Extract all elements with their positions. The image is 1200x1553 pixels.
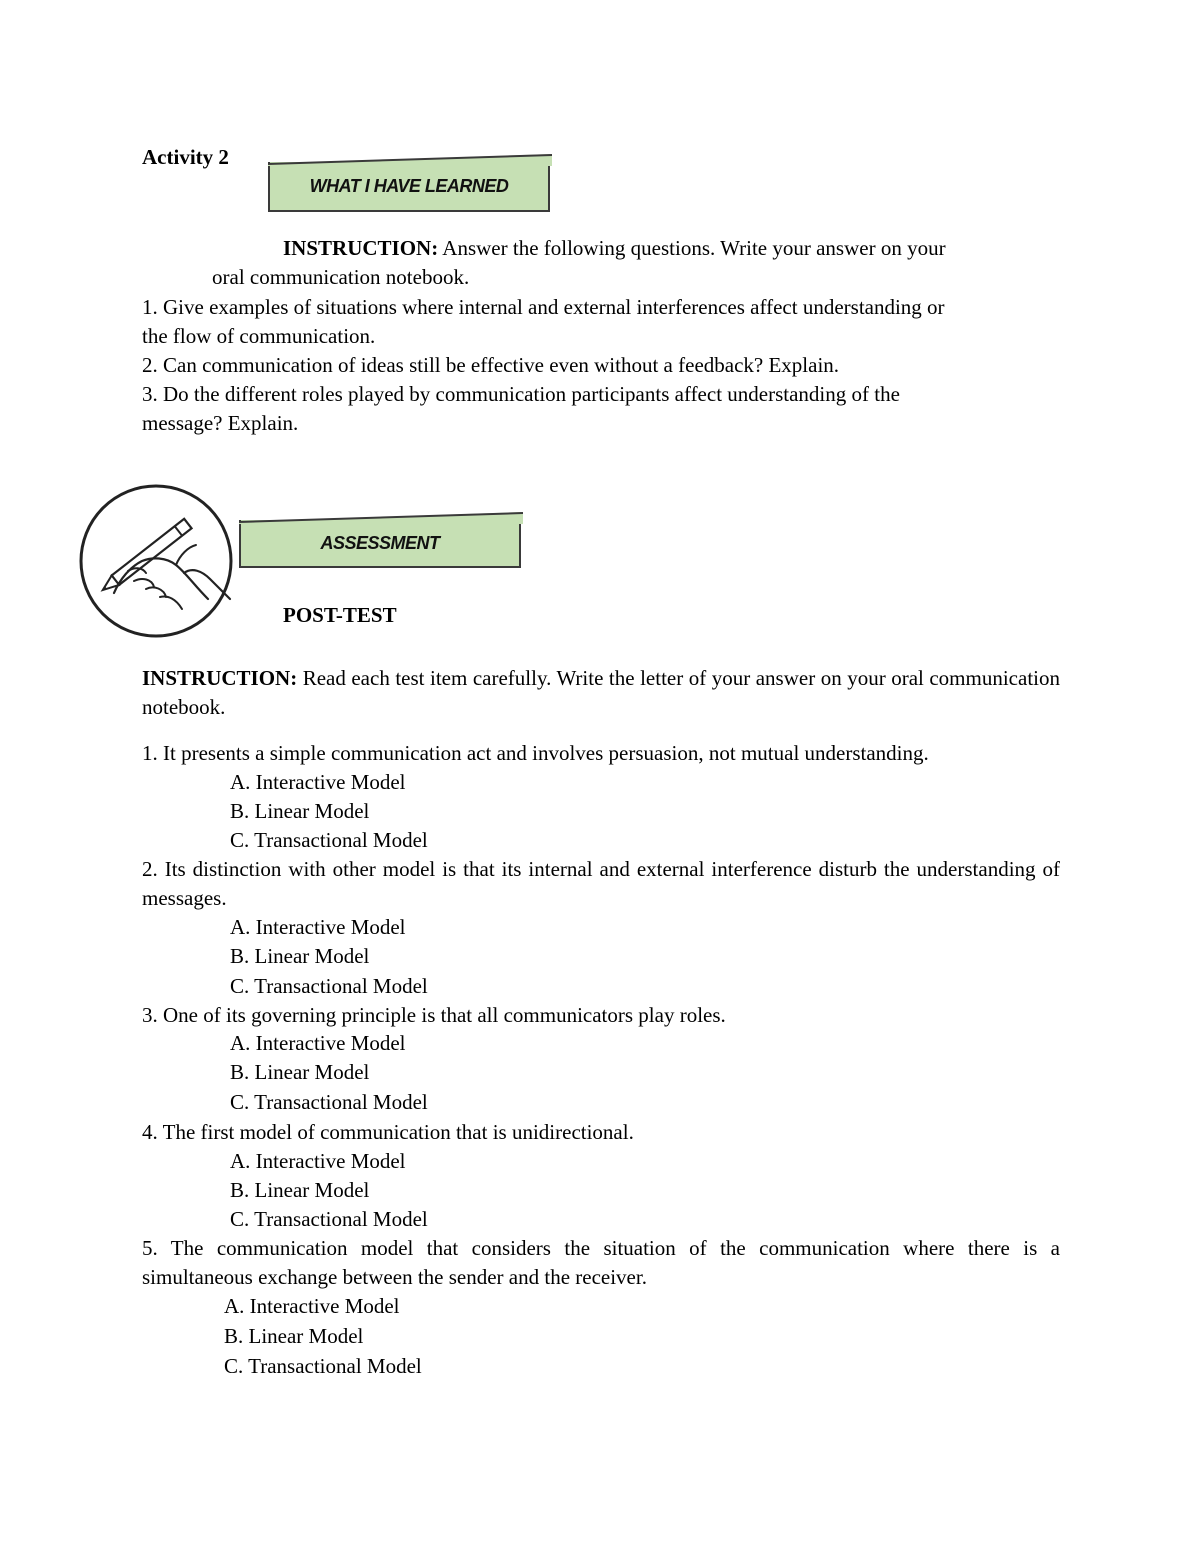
- assessment-banner: [239, 520, 521, 568]
- choice-2c: C. Transactional Model: [230, 974, 428, 998]
- choice-4a: A. Interactive Model: [230, 1149, 406, 1173]
- choice-2a: A. Interactive Model: [230, 915, 406, 939]
- post-test-title: POST-TEST: [283, 603, 397, 627]
- activity-question-line: 3. Do the different roles played by communication participants affect understanding of the: [142, 382, 900, 406]
- instruction-label: INSTRUCTION:: [142, 666, 298, 690]
- activity-instruction-line2: oral communication notebook.: [212, 265, 470, 289]
- question-1: 1. It presents a simple communication act and involves persuasion, not mutual understanding.: [142, 741, 929, 765]
- choice-5a: A. Interactive Model: [224, 1294, 400, 1318]
- choice-2b: B. Linear Model: [230, 944, 370, 968]
- banner-label: ASSESSMENT: [320, 532, 440, 553]
- question-3: 3. One of its governing principle is that all communicators play roles.: [142, 1003, 726, 1027]
- choice-3a: A. Interactive Model: [230, 1031, 406, 1055]
- activity-instruction: [283, 234, 946, 263]
- assessment-instruction: [142, 664, 1060, 722]
- question-5: 5. The communication model that considers the situation of the communication where there is a simultaneous exchange between the sender and the receiver.: [142, 1236, 1060, 1289]
- hand-writing-pencil-icon: [76, 481, 240, 641]
- choice-5b: B. Linear Model: [224, 1324, 364, 1348]
- choice-1a: A. Interactive Model: [230, 770, 406, 794]
- choice-5c: C. Transactional Model: [224, 1354, 422, 1378]
- instruction-label: INSTRUCTION:: [283, 236, 439, 260]
- question-2: 2. Its distinction with other model is that its internal and external interference disturb the understanding of messages.: [142, 857, 1060, 910]
- activity-title: Activity 2: [142, 145, 229, 169]
- question-4: 4. The first model of communication that is unidirectional.: [142, 1120, 634, 1144]
- activity-question-line: the flow of communication.: [142, 324, 376, 348]
- choice-1c: C. Transactional Model: [230, 828, 428, 852]
- activity-question-line: message? Explain.: [142, 411, 299, 435]
- choice-4c: C. Transactional Model: [230, 1207, 428, 1231]
- choice-3b: B. Linear Model: [230, 1060, 370, 1084]
- banner-label: WHAT I HAVE LEARNED: [309, 175, 509, 196]
- activity-question-line: 2. Can communication of ideas still be effective even without a feedback? Explain.: [142, 353, 840, 377]
- instruction-text: Answer the following questions. Write your answer on your: [438, 236, 946, 260]
- what-i-have-learned-banner: [268, 162, 550, 212]
- banner-slant-top: [268, 154, 552, 166]
- banner-slant-top: [239, 512, 523, 524]
- choice-3c: C. Transactional Model: [230, 1090, 428, 1114]
- instruction-text: Read each test item carefully. Write the letter of your answer on your oral communication notebook.: [142, 666, 1060, 719]
- choice-4b: B. Linear Model: [230, 1178, 370, 1202]
- activity-question-line: 1. Give examples of situations where internal and external interferences affect understanding or: [142, 295, 945, 319]
- choice-1b: B. Linear Model: [230, 799, 370, 823]
